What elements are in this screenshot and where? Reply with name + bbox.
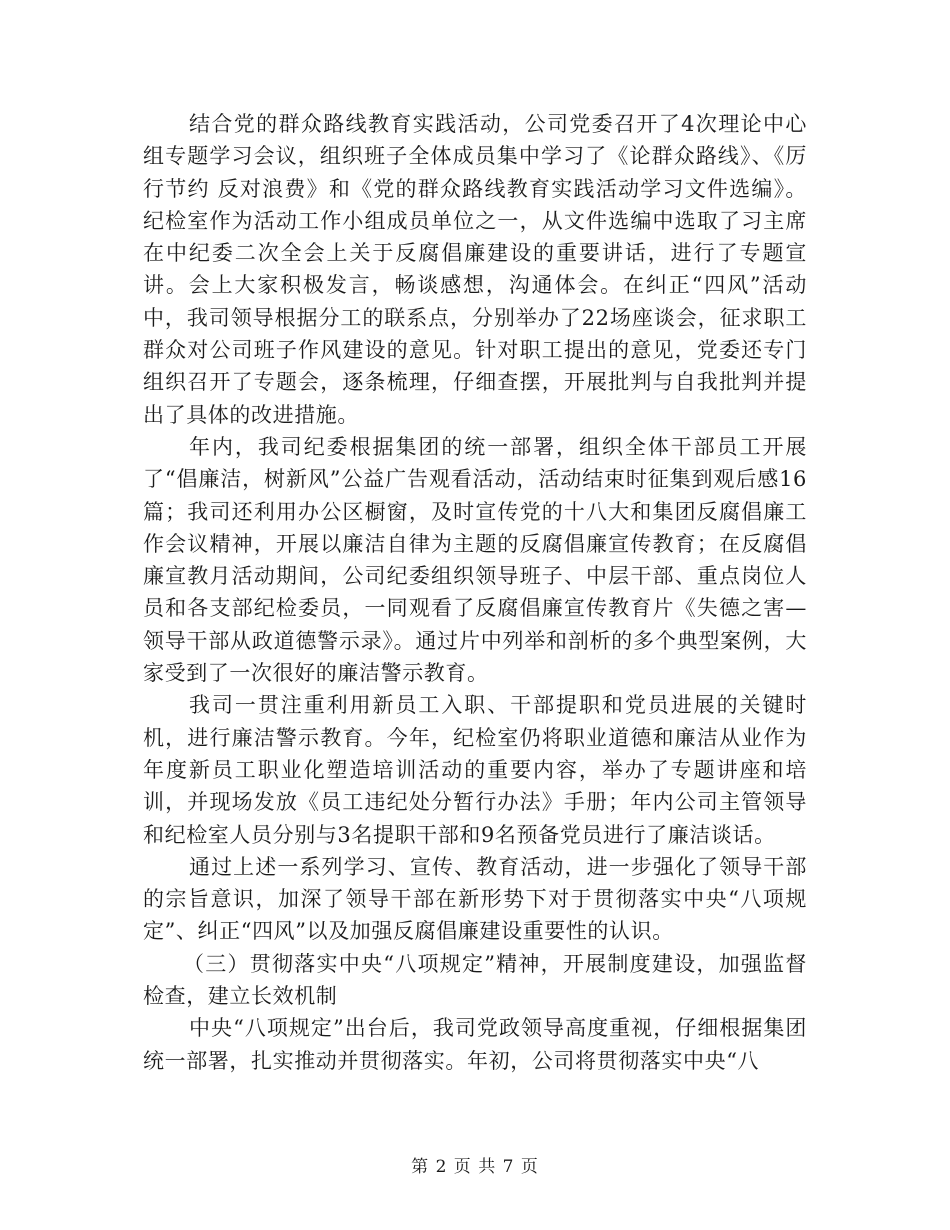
paragraph-eight-rules: 中央“八项规定”出台后，我司党政领导高度重视，仔细根据集团统一部署，扎实推动并贯彻落实。年初，公司将贯彻落实中央“八 [143, 1016, 807, 1073]
paragraph-study-meetings: 结合党的群众路线教育实践活动，公司党委召开了4次理论中心组专题学习会议，组织班子全体成员集中学习了《论群众路线》、《厉行节约 反对浪费》和《党的群众路线教育实践活动学习文件选编》。纪检室作为活动工作小组成员单位之一，从文件选编中选取了习主席在中纪委二次全会上关于反腐倡廉建设的重要讲话，进行了专题宣讲。会上大家积极发言，畅谈感想，沟通体会。在纠正“四风”活动中，我司领导根据分工的联系点，分别举办了22场座谈会，征求职工群众对公司班子作风建设的意见。针对职工提出的意见，党委还专门组织召开了专题会，逐条梳理，仔细查摆，开展批判与自我批判并提出了具体的改进措施。 [143, 112, 807, 427]
paragraph-publicity-education: 年内，我司纪委根据集团的统一部署，组织全体干部员工开展了“倡廉洁，树新风”公益广告观看活动，活动结束时征集到观后感16篇；我司还利用办公区橱窗，及时宣传党的十八大和集团反腐倡廉工作会议精神，开展以廉洁自律为主题的反腐倡廉宣传教育；在反腐倡廉宣教月活动期间，公司纪委组织领导班子、中层干部、重点岗位人员和各支部纪检委员，一同观看了反腐倡廉宣传教育片《失德之害—领导干部从政道德警示录》。通过片中列举和剖析的多个典型案例，大家受到了一次很好的廉洁警示教育。 [143, 434, 807, 686]
section-heading-three: （三）贯彻落实中央“八项规定”精神，开展制度建设，加强监督检查，建立长效机制 [143, 951, 807, 1009]
paragraph-warning-education: 我司一贯注重利用新员工入职、干部提职和党员进展的关键时机，进行廉洁警示教育。今年，纪检室仍将职业道德和廉洁从业作为年度新员工职业化塑造培训活动的重要内容，举办了专题讲座和培训，并现场发放《员工违纪处分暂行办法》手册；年内公司主管领导和纪检室人员分别与3名提职干部和9名预备党员进行了廉洁谈话。 [143, 693, 807, 847]
document-body [143, 108, 807, 1077]
page-number-footer: 第 2 页 共 7 页 [411, 1157, 539, 1177]
paragraph-summary: 通过上述一系列学习、宣传、教育活动，进一步强化了领导干部的宗旨意识，加深了领导干部在新形势下对于贯彻落实中央“八项规定”、纠正“四风”以及加强反腐倡廉建设重要性的认识。 [143, 854, 807, 944]
